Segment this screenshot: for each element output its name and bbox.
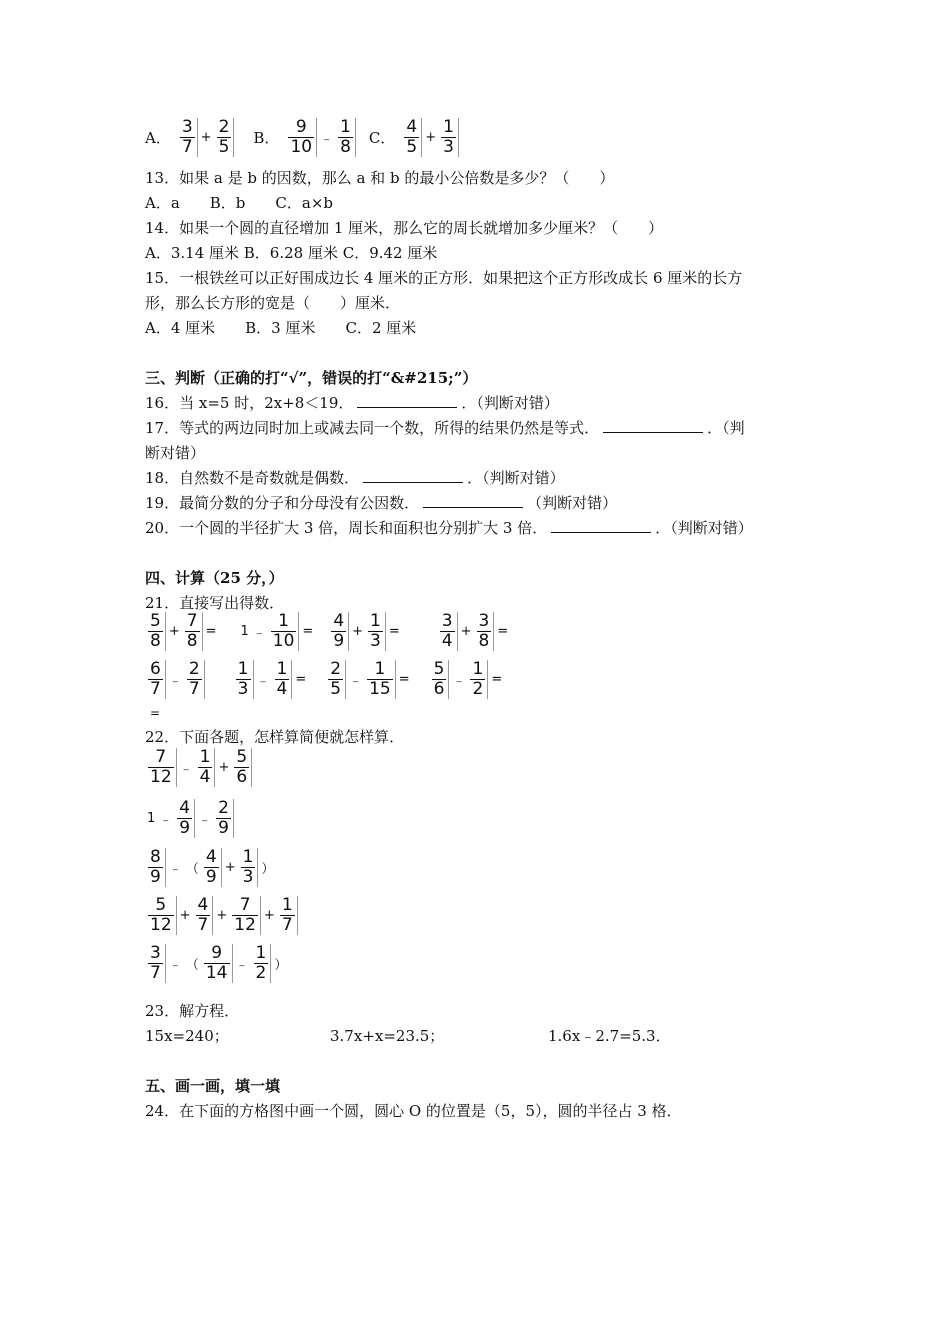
q17 [145, 418, 745, 438]
denominator: 12 [150, 767, 172, 787]
question-text: 17．等式的两边同时加上或减去同一个数，所得的结果仍然是等式． [145, 419, 600, 437]
answer-blank[interactable] [603, 418, 703, 433]
numerator: 4 [333, 611, 345, 631]
denominator: 9 [333, 631, 345, 651]
fraction [239, 848, 259, 887]
fraction [273, 660, 293, 699]
operator: ） [261, 862, 275, 877]
numerator: 7 [239, 895, 251, 915]
section-5-title: 五、画一画，填一填 [145, 1077, 281, 1095]
numerator: 1 [374, 659, 386, 679]
fraction [438, 612, 458, 651]
numerator: 4 [205, 847, 217, 867]
denominator: 2 [472, 679, 484, 699]
operator: ﹣ [168, 862, 182, 877]
fraction [194, 896, 214, 935]
question-text: 20．一个圆的半径扩大 3 倍，周长和面积也分别扩大 3 倍． [145, 519, 548, 537]
q19 [145, 493, 617, 513]
fraction [278, 896, 298, 935]
q24-text: 24．在下面的方格图中画一个圆，圆心 O 的位置是（5，5），圆的半径占 3 格． [145, 1102, 682, 1120]
denominator: 5 [218, 137, 230, 157]
operator: + [352, 624, 364, 639]
option-b-label: B． [253, 129, 280, 147]
q17-line2: 断对错） [145, 444, 206, 462]
operator: + [168, 624, 180, 639]
denominator: 7 [281, 915, 293, 935]
fraction [146, 848, 166, 887]
answer-blank[interactable] [423, 493, 523, 508]
denominator: 8 [150, 631, 161, 651]
answer-blank[interactable] [363, 468, 463, 483]
q23-eq2: 3.7x+x=23.5； [330, 1027, 445, 1045]
numerator: 3 [181, 117, 193, 137]
denominator: 7 [181, 137, 193, 157]
numerator: 3 [150, 943, 161, 963]
fraction [329, 612, 349, 651]
question-text: 16．当 x=5 时，2x+8＜19． [145, 394, 354, 412]
denominator: 2 [255, 963, 267, 983]
question-text: ．（判 [707, 419, 745, 437]
operator: + [218, 760, 230, 775]
question-text: 19．最简分数的分子和分母没有公因数． [145, 494, 420, 512]
fraction [326, 660, 346, 699]
fraction [336, 118, 356, 157]
q18 [145, 468, 565, 488]
numerator: 2 [218, 798, 229, 818]
numerator: 1 [472, 659, 484, 679]
numerator: 7 [186, 611, 198, 631]
numerator: 1 [370, 611, 381, 631]
numerator: 5 [236, 747, 248, 767]
operator: ﹣ [179, 762, 193, 777]
operator: = [491, 672, 503, 687]
operator: ﹣ [452, 674, 466, 689]
numerator: 4 [406, 117, 418, 137]
numerator: 1 [443, 117, 454, 137]
operator: 1 [240, 624, 249, 639]
fraction [439, 118, 459, 157]
q12-options [145, 118, 460, 157]
operator: ﹣ [256, 674, 270, 689]
numerator: 1 [276, 659, 288, 679]
fraction [230, 896, 261, 935]
q23-title: 23．解方程． [145, 1002, 240, 1020]
denominator: 4 [276, 679, 288, 699]
fraction [215, 118, 235, 157]
denominator: 7 [188, 679, 200, 699]
answer-blank[interactable] [551, 518, 651, 533]
denominator: 5 [330, 679, 342, 699]
denominator: 3 [370, 631, 381, 651]
operator: ﹣ [168, 958, 182, 973]
numerator: 7 [155, 747, 167, 767]
numerator: 8 [150, 847, 161, 867]
fraction [232, 748, 252, 787]
question-text: 18．自然数不是奇数就是偶数． [145, 469, 360, 487]
operator: ﹣ [168, 674, 182, 689]
numerator: 9 [211, 943, 223, 963]
question-text: ．（判断对错） [655, 519, 753, 537]
operator: = [388, 624, 400, 639]
q15-line2: 形，那么长方形的宽是（ ）厘米． [145, 294, 401, 312]
section-4-title: 四、计算（25 分，） [145, 569, 284, 587]
fraction [402, 118, 422, 157]
q23-eq3: 1.6x﹣2.7=5.3． [548, 1027, 671, 1045]
minus-sign: ﹣ [320, 132, 334, 147]
operator: ） [274, 958, 288, 973]
denominator: 3 [242, 867, 254, 887]
denominator: 6 [433, 679, 445, 699]
fraction [146, 660, 166, 699]
operator: + [179, 908, 191, 923]
numerator: 9 [295, 117, 307, 137]
numerator: 4 [197, 895, 209, 915]
denominator: 10 [290, 137, 313, 157]
section-3-title: 三、判断（正确的打“√”，错误的打“&#215;”） [145, 369, 478, 387]
denominator: 8 [340, 137, 351, 157]
fraction [202, 944, 233, 983]
operator: = [497, 624, 509, 639]
fraction [430, 660, 450, 699]
denominator: 7 [150, 963, 161, 983]
operator: = [295, 672, 307, 687]
option-a-label: A． [145, 129, 171, 147]
denominator: 9 [179, 818, 191, 838]
fraction [366, 612, 386, 651]
q22-expr2 [145, 799, 235, 838]
fraction [175, 799, 195, 838]
q22-expr3 [145, 848, 276, 887]
denominator: 9 [218, 818, 229, 838]
operator: ﹣ [349, 674, 363, 689]
fraction [146, 896, 177, 935]
q23-eq1: 15x=240； [145, 1027, 229, 1045]
fraction [468, 660, 488, 699]
numerator: 1 [242, 847, 254, 867]
fraction [202, 848, 222, 887]
numerator: 2 [188, 659, 200, 679]
q13-question: 13．如果 a 是 b 的因数，那么 a 和 b 的最小公倍数是多少？（ ） [145, 169, 615, 187]
q14-question: 14．如果一个圆的直径增加 1 厘米，那么它的周长就增加多少厘米？（ ） [145, 219, 664, 237]
operator: ﹣ [159, 813, 173, 828]
operator: = [205, 624, 217, 639]
operator: = [398, 672, 410, 687]
operator: （ [185, 862, 199, 877]
q22-expr5 [145, 944, 289, 983]
plus-sign: + [425, 130, 437, 145]
denominator: 7 [197, 915, 209, 935]
numerator: 5 [150, 611, 161, 631]
fraction [183, 612, 203, 651]
denominator: 8 [186, 631, 198, 651]
denominator: 10 [272, 631, 295, 651]
denominator: 12 [234, 915, 256, 935]
denominator: 9 [205, 867, 217, 887]
operator: （ [185, 958, 199, 973]
fraction [269, 612, 300, 651]
denominator: 4 [441, 631, 453, 651]
q21-title: 21．直接写出得数． [145, 594, 285, 612]
operator: = [302, 624, 314, 639]
question-text: ．（判断对错） [461, 394, 559, 412]
numerator: 1 [281, 895, 293, 915]
answer-blank[interactable] [357, 393, 457, 408]
fraction [252, 944, 272, 983]
numerator: 3 [478, 611, 490, 631]
fraction [214, 799, 234, 838]
numerator: 1 [199, 747, 211, 767]
option-c-label: C． [368, 129, 396, 147]
fraction [475, 612, 495, 651]
numerator: 4 [179, 798, 191, 818]
operator: 1 [147, 811, 156, 826]
numerator: 1 [255, 943, 267, 963]
denominator: 12 [150, 915, 172, 935]
numerator: 3 [441, 611, 453, 631]
q13-options: A．a B．b C．a×b [145, 194, 333, 212]
operator: + [263, 908, 275, 923]
operator: + [460, 624, 472, 639]
denominator: 5 [406, 137, 418, 157]
numerator: 2 [218, 117, 230, 137]
plus-sign: + [200, 130, 212, 145]
denominator: 14 [205, 963, 228, 983]
fraction [196, 748, 216, 787]
fraction [146, 944, 166, 983]
q14-options: A．3.14 厘米 B．6.28 厘米 C．9.42 厘米 [145, 244, 438, 262]
fraction [146, 612, 166, 651]
q15-line1: 15．一根铁丝可以正好围成边长 4 厘米的正方形．如果把这个正方形改成长 6 厘米的长方 [145, 269, 743, 287]
q22-expr1 [145, 748, 253, 787]
fraction [146, 748, 177, 787]
numerator: 2 [330, 659, 342, 679]
q21-row1 [145, 612, 510, 651]
denominator: 7 [150, 679, 161, 699]
operator: ﹣ [235, 958, 249, 973]
operator: + [224, 860, 236, 875]
fraction [178, 118, 198, 157]
denominator: 9 [150, 867, 161, 887]
denominator: 8 [478, 631, 490, 651]
numerator: 5 [433, 659, 445, 679]
denominator: 3 [237, 679, 249, 699]
fraction [234, 660, 254, 699]
numerator: 6 [150, 659, 161, 679]
operator: + [216, 908, 228, 923]
denominator: 15 [369, 679, 391, 699]
numerator: 1 [278, 611, 289, 631]
fraction [365, 660, 396, 699]
operator: ﹣ [252, 626, 266, 641]
fraction [286, 118, 317, 157]
q20 [145, 518, 753, 538]
denominator: 4 [199, 767, 211, 787]
numerator: 5 [155, 895, 167, 915]
numerator: 1 [340, 117, 351, 137]
question-text: （判断对错） [527, 494, 618, 512]
numerator: 1 [237, 659, 249, 679]
denominator: 6 [236, 767, 248, 787]
denominator: 3 [443, 137, 454, 157]
fraction [185, 660, 205, 699]
q15-options: A．4 厘米 B．3 厘米 C．2 厘米 [145, 319, 417, 337]
q22-title: 22．下面各题，怎样算简便就怎样算． [145, 728, 405, 746]
q21-eq-sign: = [150, 706, 161, 720]
q22-expr4 [145, 896, 299, 935]
operator: ﹣ [198, 813, 212, 828]
question-text: ．（判断对错） [467, 469, 565, 487]
q21-row2 [145, 660, 504, 699]
q16 [145, 393, 559, 413]
